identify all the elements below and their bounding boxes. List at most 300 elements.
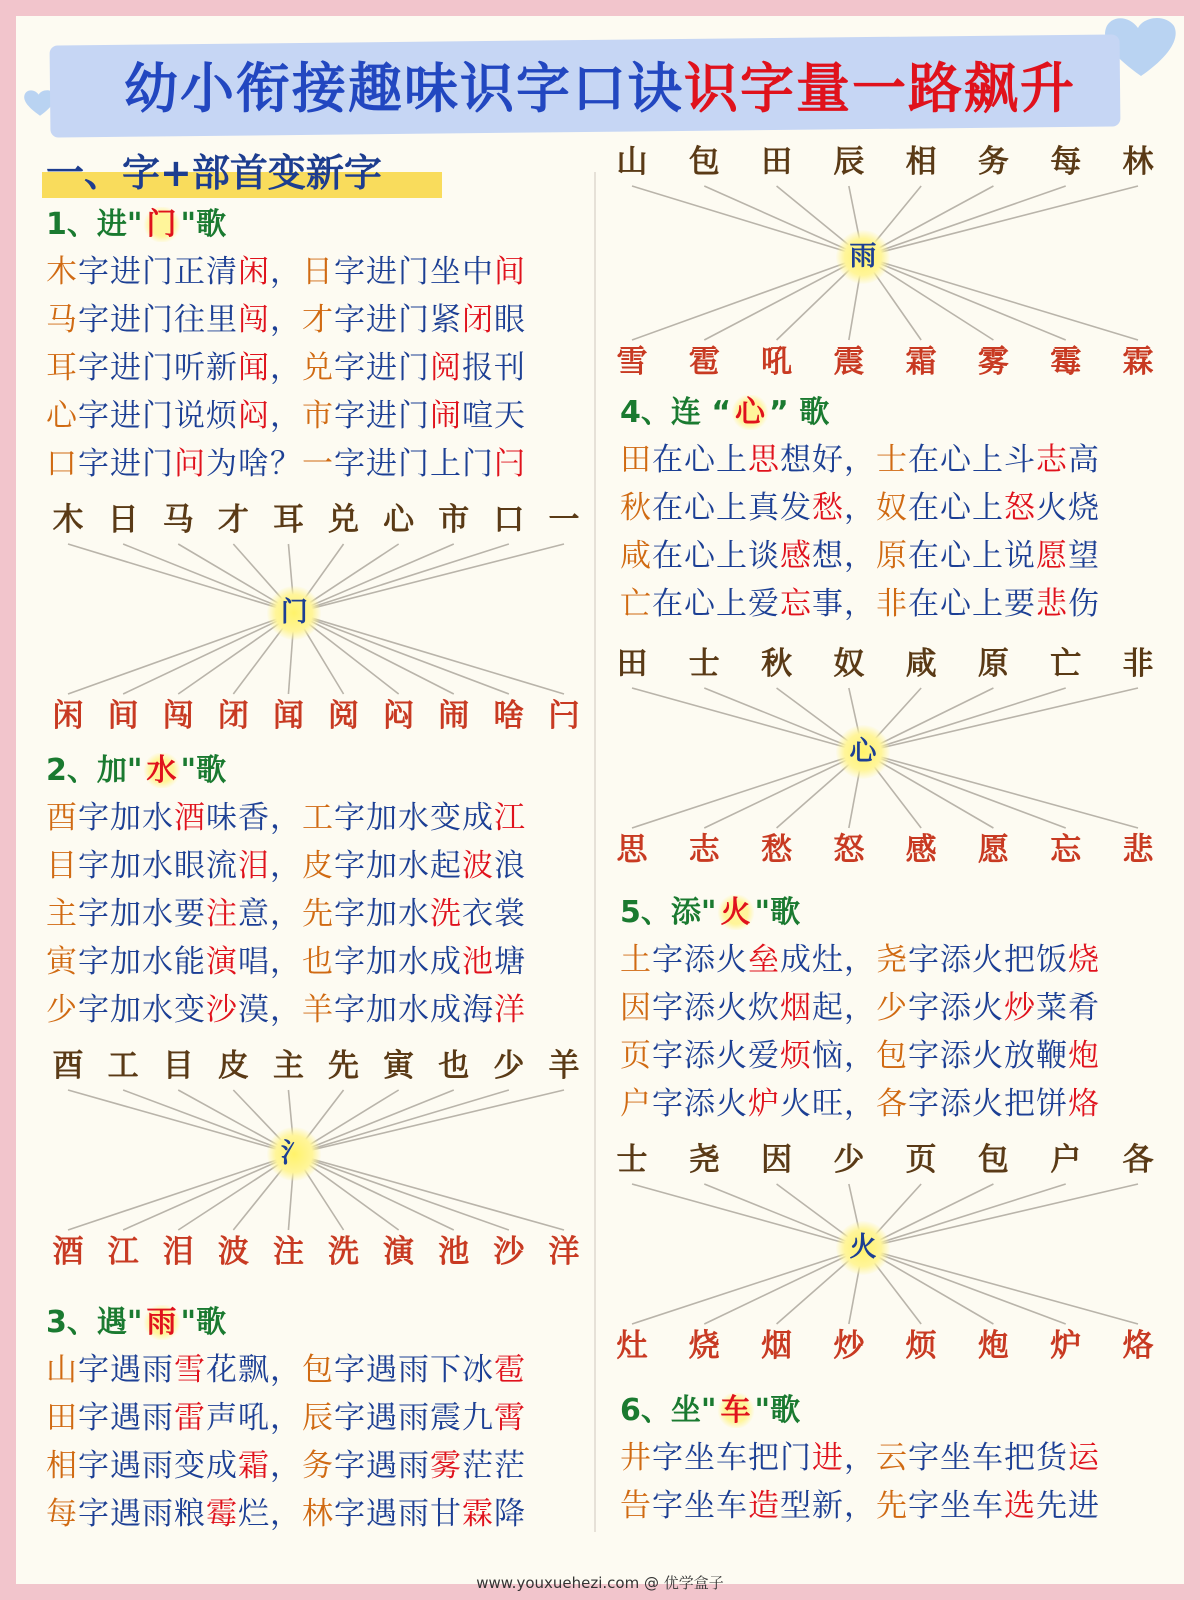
fan-line [294, 1154, 508, 1230]
fan-line [863, 688, 1138, 752]
verse-text: ， [270, 1448, 302, 1484]
verse-text: 字遇雨下冰 [334, 1352, 494, 1388]
verse-text: ， [844, 1440, 876, 1476]
fan-bottom-char: 吼 [761, 344, 793, 380]
verse-text: 起， [812, 990, 876, 1026]
fan-line [863, 186, 1066, 257]
title-part-1: 幼小衔接趣味识字口诀 [124, 57, 684, 120]
fan-bottom-char: 感 [905, 832, 937, 868]
verse-text: 字坐车 [908, 1488, 1004, 1524]
verse-line [620, 580, 1170, 628]
new-char: 烙 [1068, 1086, 1100, 1122]
fan-bottom-char: 泪 [162, 1234, 194, 1270]
song-block-huo [620, 890, 1170, 1128]
verse-text: ， [270, 398, 302, 434]
new-char: 烦 [780, 1038, 812, 1074]
verse-text: 字进门 [78, 446, 174, 482]
verse-text: 在心上谈 [652, 538, 780, 574]
verse-text: 望 [1068, 538, 1100, 574]
verse-line [46, 938, 586, 986]
song-title-prefix: 2、加" [46, 753, 143, 788]
verse-text: 伤 [1068, 586, 1100, 622]
fan-top-char: 士 [616, 1142, 648, 1178]
fan-bottom-char: 愿 [977, 832, 1009, 868]
verse-text: 字进门坐中 [334, 254, 494, 290]
song-title-radical: 车 [717, 1393, 755, 1428]
fan-bottom-char: 烧 [688, 1328, 720, 1364]
page-title [0, 46, 1200, 123]
verse-text: 火烧 [1036, 490, 1100, 526]
verse-text: 字进门上门 [334, 446, 494, 482]
fan-top-char: 少 [493, 1048, 525, 1084]
verse-text: 字遇雨 [334, 1448, 430, 1484]
new-char: 垒 [748, 942, 780, 978]
verse-text: 字加水成海 [334, 992, 494, 1028]
base-char: 一 [302, 446, 334, 482]
song-title [46, 202, 586, 248]
verse-text: 想好， [780, 442, 876, 478]
fan-hub-radical: 雨 [836, 230, 890, 284]
base-char: 亡 [620, 586, 652, 622]
fan-top-char: 田 [761, 144, 793, 180]
verse-text: 字加水要 [78, 896, 206, 932]
fan-bottom-char: 炒 [833, 1328, 865, 1364]
base-char: 包 [876, 1038, 908, 1074]
verse-line [46, 1346, 586, 1394]
fan-bottom-char: 闲 [52, 698, 84, 734]
song-title-radical: 门 [143, 207, 181, 242]
verse-text: 字添火爱 [652, 1038, 780, 1074]
fan-top-char: 工 [107, 1048, 139, 1084]
fan-bottom-char: 忘 [1050, 832, 1082, 868]
fan-bottom-char: 霜 [905, 344, 937, 380]
fan-top-char: 一 [548, 502, 580, 538]
base-char: 酉 [46, 800, 78, 836]
song-title [620, 1388, 1170, 1434]
new-char: 间 [494, 254, 526, 290]
song-title [46, 748, 586, 794]
fan-top-char: 尧 [688, 1142, 720, 1178]
verse-line [620, 1032, 1170, 1080]
base-char: 各 [876, 1086, 908, 1122]
fan-line [863, 752, 1066, 828]
new-char: 霄 [494, 1400, 526, 1436]
verse-text: 型新， [780, 1488, 876, 1524]
new-char: 闩 [494, 446, 526, 482]
verse-text: 报刊 [462, 350, 526, 386]
fan-bottom-char: 雪 [616, 344, 648, 380]
verse-text: 字进门往里 [78, 302, 238, 338]
verse-text: 字添火炊 [652, 990, 780, 1026]
fan-bottom-char: 闷 [383, 698, 415, 734]
song-title-prefix: 4、连 “ [620, 395, 732, 430]
verse-text: 字遇雨甘 [334, 1496, 462, 1532]
base-char: 田 [620, 442, 652, 478]
verse-text: 字加水起 [334, 848, 462, 884]
fan-bottom-char: 阅 [328, 698, 360, 734]
fan-line [68, 544, 294, 613]
verse-text: 在心上 [908, 490, 1004, 526]
verse-line [620, 936, 1170, 984]
fan-hub-radical: 氵 [267, 1127, 321, 1181]
new-char: 雹 [494, 1352, 526, 1388]
fan-bottom-char: 酒 [52, 1234, 84, 1270]
fan-bottom-char: 注 [272, 1234, 304, 1270]
fan-top-char: 士 [688, 646, 720, 682]
verse-text: 字添火把饭 [908, 942, 1068, 978]
song-title-radical: 雨 [143, 1305, 181, 1340]
verse-text: 降 [494, 1496, 526, 1532]
verse-line [620, 1434, 1170, 1482]
fan-hub-radical: 火 [836, 1221, 890, 1275]
fan-top-char: 才 [217, 502, 249, 538]
base-char: 先 [302, 896, 334, 932]
fan-top-char: 林 [1122, 144, 1154, 180]
fan-top-char: 原 [977, 646, 1009, 682]
new-char: 感 [780, 538, 812, 574]
verse-text: 字加水变 [78, 992, 206, 1028]
new-char: 闯 [238, 302, 270, 338]
new-char: 闷 [238, 398, 270, 434]
song-title [620, 890, 1170, 936]
fan-top-char: 目 [162, 1048, 194, 1084]
new-char: 闭 [462, 302, 494, 338]
new-char: 问 [174, 446, 206, 482]
fan-top-char: 寅 [383, 1048, 415, 1084]
base-char: 每 [46, 1496, 78, 1532]
fan-bottom-char: 炉 [1050, 1328, 1082, 1364]
new-char: 波 [462, 848, 494, 884]
verse-line [46, 440, 586, 488]
fan-top-char: 非 [1122, 646, 1154, 682]
fan-bottom-char: 闩 [548, 698, 580, 734]
song-block-shui [46, 748, 586, 1034]
base-char: 主 [46, 896, 78, 932]
fan-top-char: 日 [107, 502, 139, 538]
fan-top-char: 咸 [905, 646, 937, 682]
base-char: 页 [620, 1038, 652, 1074]
fan-hub-radical: 心 [836, 725, 890, 779]
fan-line [863, 1184, 1066, 1248]
fan-top-char: 马 [162, 502, 194, 538]
fan-bottom-char: 灶 [616, 1328, 648, 1364]
verse-text: 烂， [238, 1496, 302, 1532]
base-char: 少 [876, 990, 908, 1026]
base-char: 井 [620, 1440, 652, 1476]
verse-text: 眼 [494, 302, 526, 338]
fan-top-char: 各 [1122, 1142, 1154, 1178]
new-char: 阅 [430, 350, 462, 386]
verse-text: 味香， [206, 800, 302, 836]
base-char: 林 [302, 1496, 334, 1532]
verse-text: 字进门 [334, 350, 430, 386]
fan-line [863, 186, 1138, 257]
base-char: 心 [46, 398, 78, 434]
new-char: 忘 [780, 586, 812, 622]
verse-text: 字加水变成 [334, 800, 494, 836]
verse-text: 在心上要 [908, 586, 1036, 622]
fan-line [632, 1248, 863, 1324]
verse-text: 字加水成 [334, 944, 462, 980]
fan-bottom-char: 雹 [688, 344, 720, 380]
base-char: 云 [876, 1440, 908, 1476]
base-char: 咸 [620, 538, 652, 574]
fan-line [68, 613, 294, 694]
song-title [620, 390, 1170, 436]
new-char: 池 [462, 944, 494, 980]
section-title [46, 142, 382, 194]
new-char: 造 [748, 1488, 780, 1524]
verse-text: 字进门紧 [334, 302, 462, 338]
verse-text: 字遇雨粮 [78, 1496, 206, 1532]
fan-top-char: 辰 [833, 144, 865, 180]
fan-line [632, 1184, 863, 1248]
new-char: 雪 [174, 1352, 206, 1388]
base-char: 皮 [302, 848, 334, 884]
verse-text: 字添火 [908, 990, 1004, 1026]
song-title-suffix: ” 歌 [769, 395, 830, 430]
fan-top-char: 页 [905, 1142, 937, 1178]
fan-top-char: 包 [688, 144, 720, 180]
new-char: 沙 [206, 992, 238, 1028]
base-char: 尧 [876, 942, 908, 978]
base-char: 奴 [876, 490, 908, 526]
song-block-che [620, 1388, 1170, 1530]
fan-top-char: 田 [616, 646, 648, 682]
verse-text: 浪 [494, 848, 526, 884]
verse-text: 字进门听新 [78, 350, 238, 386]
song-title-prefix: 5、添" [620, 895, 717, 930]
fan-bottom-char: 烟 [761, 1328, 793, 1364]
verse-line [620, 436, 1170, 484]
fan-line [632, 688, 863, 752]
fan-top-char: 户 [1050, 1142, 1082, 1178]
verse-text: 字进门正清 [78, 254, 238, 290]
verse-text: 字遇雨变成 [78, 1448, 238, 1484]
song-title-prefix: 1、进" [46, 207, 143, 242]
verse-text: 塘 [494, 944, 526, 980]
verse-text: 字加水能 [78, 944, 206, 980]
fan-top-char: 山 [616, 144, 648, 180]
new-char: 霖 [462, 1496, 494, 1532]
base-char: 市 [302, 398, 334, 434]
song-title-suffix: "歌 [754, 1393, 801, 1428]
fan-line [123, 1154, 294, 1230]
fan-top-char: 因 [761, 1142, 793, 1178]
base-char: 非 [876, 586, 908, 622]
radical-fan-yu [610, 142, 1160, 386]
new-char: 烟 [780, 990, 812, 1026]
verse-text: 字添火放鞭 [908, 1038, 1068, 1074]
song-title-radical: 水 [143, 753, 181, 788]
verse-line [620, 1080, 1170, 1128]
verse-text: 茫茫 [462, 1448, 526, 1484]
verse-text: 高 [1068, 442, 1100, 478]
verse-line [46, 344, 586, 392]
base-char: 木 [46, 254, 78, 290]
verse-text: 字坐车 [652, 1488, 748, 1524]
footer-credit: www.youxuehezi.com @ 优学盒子 [476, 1574, 724, 1592]
fan-bottom-char: 波 [217, 1234, 249, 1270]
new-char: 炮 [1068, 1038, 1100, 1074]
base-char: 告 [620, 1488, 652, 1524]
verse-text: 菜肴 [1036, 990, 1100, 1026]
base-char: 寅 [46, 944, 78, 980]
section-title-text: 一、字+部首变新字 [46, 151, 382, 195]
base-char: 山 [46, 1352, 78, 1388]
fan-bottom-char: 池 [438, 1234, 470, 1270]
new-char: 洋 [494, 992, 526, 1028]
fan-bottom-char: 志 [688, 832, 720, 868]
base-char: 秋 [620, 490, 652, 526]
fan-bottom-char: 闯 [162, 698, 194, 734]
song-title-suffix: "歌 [754, 895, 801, 930]
radical-fan-men [46, 500, 586, 740]
fan-line [632, 752, 863, 828]
verse-text: 事， [812, 586, 876, 622]
new-char: 思 [748, 442, 780, 478]
fan-top-char: 少 [833, 1142, 865, 1178]
fan-bottom-char: 霖 [1122, 344, 1154, 380]
base-char: 才 [302, 302, 334, 338]
song-title-radical: 火 [717, 895, 755, 930]
fan-line [68, 1090, 294, 1154]
verse-text: ， [270, 848, 302, 884]
verse-text: 在心上说 [908, 538, 1036, 574]
fan-top-char: 秋 [761, 646, 793, 682]
fan-line [294, 544, 508, 613]
base-char: 耳 [46, 350, 78, 386]
fan-bottom-char: 霉 [1050, 344, 1082, 380]
verse-text: 意， [238, 896, 302, 932]
new-char: 江 [494, 800, 526, 836]
verse-line [46, 1490, 586, 1538]
fan-line [863, 257, 1138, 340]
fan-top-char: 酉 [52, 1048, 84, 1084]
new-char: 泪 [238, 848, 270, 884]
fan-top-char: 兑 [328, 502, 360, 538]
verse-text: 唱， [238, 944, 302, 980]
fan-line [632, 186, 863, 257]
fan-bottom-char: 闭 [217, 698, 249, 734]
fan-bottom-char: 雾 [977, 344, 1009, 380]
new-char: 愿 [1036, 538, 1068, 574]
fan-line [632, 257, 863, 340]
verse-line [46, 890, 586, 938]
base-char: 羊 [302, 992, 334, 1028]
base-char: 兑 [302, 350, 334, 386]
fan-line [863, 1248, 1138, 1324]
base-char: 土 [620, 942, 652, 978]
fan-bottom-char: 怒 [833, 832, 865, 868]
fan-line [123, 613, 294, 694]
base-char: 目 [46, 848, 78, 884]
fan-top-char: 心 [383, 502, 415, 538]
verse-text: 字遇雨震九 [334, 1400, 494, 1436]
fan-bottom-char: 炮 [977, 1328, 1009, 1364]
base-char: 士 [876, 442, 908, 478]
verse-text: 字添火 [652, 942, 748, 978]
verse-text: 字加水 [334, 896, 430, 932]
fan-bottom-char: 思 [616, 832, 648, 868]
verse-line [620, 484, 1170, 532]
new-char: 炒 [1004, 990, 1036, 1026]
base-char: 也 [302, 944, 334, 980]
fan-top-char: 也 [438, 1048, 470, 1084]
base-char: 田 [46, 1400, 78, 1436]
fan-bottom-char: 洗 [328, 1234, 360, 1270]
title-part-2: 识字量一路飙升 [684, 57, 1076, 120]
fan-bottom-char: 愁 [761, 832, 793, 868]
verse-text: 衣裳 [462, 896, 526, 932]
new-char: 注 [206, 896, 238, 932]
verse-text: 为啥？ [206, 446, 302, 482]
fan-bottom-char: 间 [107, 698, 139, 734]
fan-line [863, 752, 1138, 828]
verse-text: 在心上 [652, 442, 748, 478]
fan-top-char: 木 [52, 502, 84, 538]
fan-hub-radical: 门 [267, 586, 321, 640]
base-char: 辰 [302, 1400, 334, 1436]
new-char: 悲 [1036, 586, 1068, 622]
verse-text: ， [844, 490, 876, 526]
verse-text: 字加水眼流 [78, 848, 238, 884]
new-char: 闻 [238, 350, 270, 386]
new-char: 烧 [1068, 942, 1100, 978]
verse-line [46, 248, 586, 296]
new-char: 洗 [430, 896, 462, 932]
new-char: 进 [812, 1440, 844, 1476]
verse-line [46, 296, 586, 344]
verse-text: 字进门 [334, 398, 430, 434]
new-char: 雾 [430, 1448, 462, 1484]
song-title-suffix: "歌 [180, 207, 227, 242]
verse-line [46, 794, 586, 842]
verse-text: 在心上真发 [652, 490, 812, 526]
fan-bottom-char: 烙 [1122, 1328, 1154, 1364]
fan-top-char: 务 [977, 144, 1009, 180]
fan-bottom-char: 闻 [272, 698, 304, 734]
song-title-suffix: "歌 [180, 1305, 227, 1340]
new-char: 志 [1036, 442, 1068, 478]
fan-line [863, 1248, 1066, 1324]
fan-bottom-char: 洋 [548, 1234, 580, 1270]
verse-text: 成灶， [780, 942, 876, 978]
verse-text: 字添火把饼 [908, 1086, 1068, 1122]
verse-text: 字坐车把货 [908, 1440, 1068, 1476]
base-char: 先 [876, 1488, 908, 1524]
verse-text: 花飘， [206, 1352, 302, 1388]
fan-bottom-char: 震 [833, 344, 865, 380]
fan-bottom-char: 江 [107, 1234, 139, 1270]
new-char: 演 [206, 944, 238, 980]
verse-text: 字加水 [78, 800, 174, 836]
new-char: 愁 [812, 490, 844, 526]
base-char: 日 [302, 254, 334, 290]
base-char: 原 [876, 538, 908, 574]
verse-line [620, 984, 1170, 1032]
verse-text: 字遇雨 [78, 1352, 174, 1388]
fan-line [863, 1184, 1138, 1248]
verse-text: 字进门说烦 [78, 398, 238, 434]
radical-fan-shui [46, 1046, 586, 1276]
radical-fan-xin [610, 644, 1160, 874]
fan-bottom-char: 烦 [905, 1328, 937, 1364]
song-title-prefix: 6、坐" [620, 1393, 717, 1428]
new-char: 雷 [174, 1400, 206, 1436]
new-char: 怒 [1004, 490, 1036, 526]
verse-text: 想， [812, 538, 876, 574]
